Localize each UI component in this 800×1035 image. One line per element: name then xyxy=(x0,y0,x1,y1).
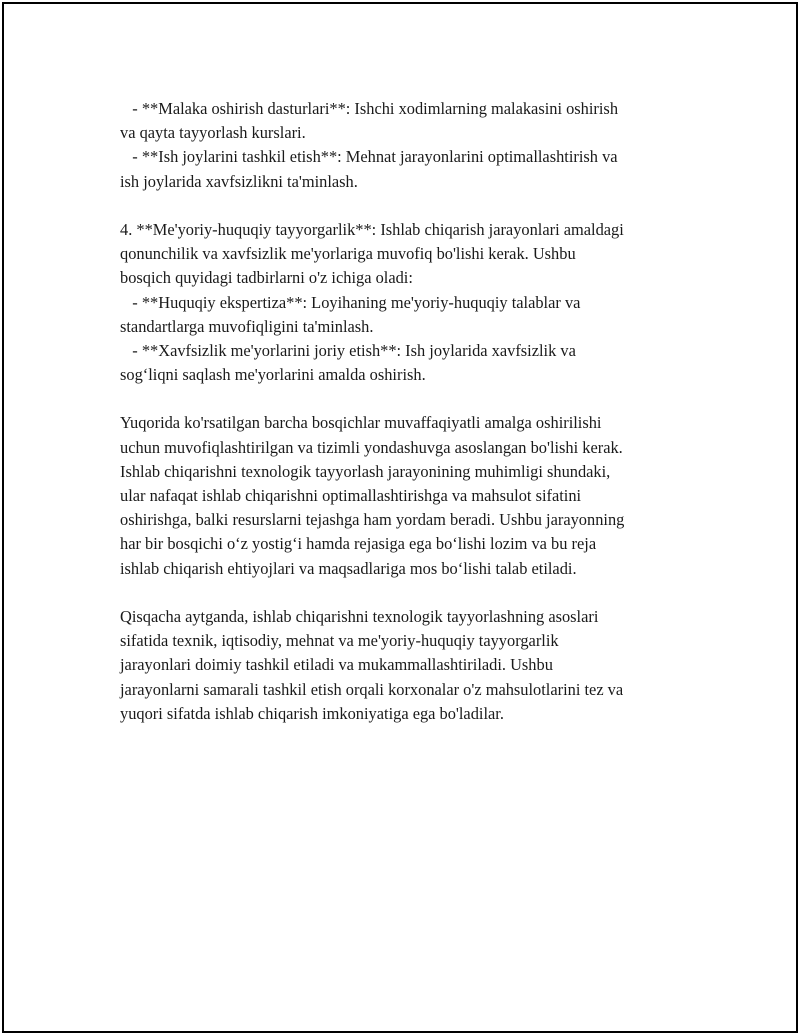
paragraph-training-list xyxy=(120,97,700,194)
text-line: Yuqorida ko'rsatilgan barcha bosqichlar muvaffaqiyatli amalga oshirilishi xyxy=(120,413,602,433)
text-line: ishlab chiqarish ehtiyojlari va maqsadlariga mos bo‘lishi talab etiladi. xyxy=(120,558,577,578)
text-line: uchun muvofiqlashtirilgan va tizimli yondashuvga asoslangan bo'lishi kerak. xyxy=(120,437,623,457)
paragraph-gap xyxy=(120,387,700,411)
text-line: ular nafaqat ishlab chiqarishni optimallashtirishga va mahsulot sifatini xyxy=(120,486,582,505)
text-line: - **Huquqiy ekspertiza**: Loyihaning me'yoriy-huquqiy talablar va xyxy=(120,292,581,312)
document-page xyxy=(2,2,798,1033)
text-line: qonunchilik va xavfsizlik me'yorlariga muvofiq bo'lishi kerak. Ushbu xyxy=(120,244,576,264)
text-line: oshirishga, balki resurslarni tejashga ham yordam beradi. Ushbu jarayonning xyxy=(120,510,625,530)
text-line: - **Malaka oshirish dasturlari**: Ishchi xodimlarning malakasini oshirish xyxy=(120,99,619,118)
text-line: jarayonlari doimiy tashkil etiladi va mukammallashtiriladi. Ushbu xyxy=(120,655,553,675)
text-line: - **Xavfsizlik me'yorlarini joriy etish**: Ish joylarida xavfsizlik va xyxy=(120,340,576,360)
paragraph-gap xyxy=(120,194,700,218)
paragraph-legal-preparation xyxy=(120,218,700,387)
text-line: ish joylarida xavfsizlikni ta'minlash. xyxy=(120,171,358,191)
text-line: bosqich quyidagi tadbirlarni o'z ichiga oladi: xyxy=(120,268,413,288)
text-line: standartlarga muvofiqligini ta'minlash. xyxy=(120,316,374,336)
text-line: Qisqacha aytganda, ishlab chiqarishni texnologik tayyorlashning asoslari xyxy=(120,606,599,626)
paragraph-gap xyxy=(120,581,700,605)
text-line: - **Ish joylarini tashkil etish**: Mehnat jarayonlarini optimallashtirish va xyxy=(120,147,618,167)
text-line: Ishlab chiqarishni texnologik tayyorlash jarayonining muhimligi shundaki, xyxy=(120,461,611,481)
text-line: har bir bosqichi o‘z yostig‘i hamda rejasiga ega bo‘lishi lozim va bu reja xyxy=(120,534,597,554)
document-body xyxy=(120,97,700,726)
text-line: yuqori sifatda ishlab chiqarish imkoniyatiga ega bo'ladilar. xyxy=(120,703,504,723)
paragraph-conclusion xyxy=(120,605,700,726)
text-line: sifatida texnik, iqtisodiy, mehnat va me'yoriy-huquqiy tayyorgarlik xyxy=(120,631,559,651)
paragraph-summary-stages xyxy=(120,411,700,580)
text-line: sog‘liqni saqlash me'yorlarini amalda oshirish. xyxy=(120,365,426,385)
text-line: 4. **Me'yoriy-huquqiy tayyorgarlik**: Ishlab chiqarish jarayonlari amaldagi xyxy=(120,219,624,239)
text-line: va qayta tayyorlash kurslari. xyxy=(120,123,306,143)
text-line: jarayonlarni samarali tashkil etish orqali korxonalar o'z mahsulotlarini tez va xyxy=(120,679,624,699)
